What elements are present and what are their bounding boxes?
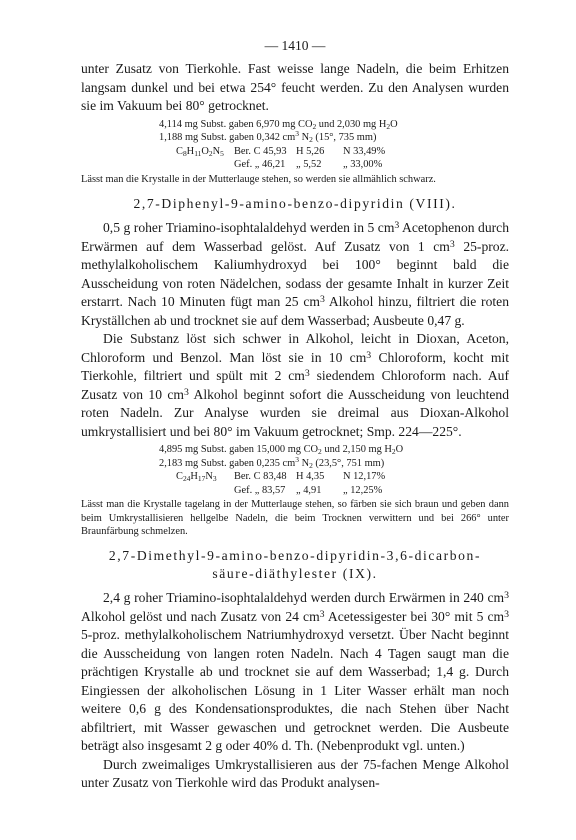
analysis-line: 1,188 mg Subst. gaben 0,342 $cm^3$ $N_2$ (15°, 735 mm) xyxy=(159,129,377,145)
paragraph-2: 0,5 g roher Triamino-isophtalaldehyd werden in 5 $cm^3$ Acetophenon durch Erwärmen auf dem Wasserbad gelöst. Auf Zusatz von 1 $cm^3$ 25-proz. methylalkoholischem Kaliumhydroxyd bei 100° beginnt bald die Ausscheidung von roten Nädelchen, sodass der gesamte Inhalt in kurzer Zeit erstarrt. Nach 10 Minuten fügt man 25 $cm^3$ Alkohol hinzu, filtriert die roten Kryställchen ab und trocknet sie auf dem Wasserbad; Ausbeute 0,47 g. xyxy=(81,220,510,328)
section-heading-ix xyxy=(81,547,509,583)
section-heading-ix-line2: säure-diäthylester (IX). xyxy=(212,566,378,582)
page xyxy=(81,38,509,793)
analysis-block-2 xyxy=(81,443,509,497)
analysis-line: 2,183 mg Subst. gaben 0,235 $cm^3$ $N_2$ (23,5°, 751 mm) xyxy=(159,454,385,470)
found-row: Gef. „ 83,57 „ 4,91 „ 12,25% xyxy=(234,484,383,496)
formula-calculated-row: $C_{24}H_{17}N_3$ Ber. C 83,48 H 4,35 N 12,17% xyxy=(176,471,386,484)
note-1: Lässt man die Krystalle in der Mutterlauge stehen, so werden sie allmählich schwarz. xyxy=(81,173,436,185)
molecular-formula: $C_{24}H_{17}N_3$ xyxy=(176,471,217,484)
page-number: — 1410 — xyxy=(264,38,326,53)
formula-calculated-row: $C_8H_{11}O_2N_5$ Ber. C 45,93 H 5,26 N 33,49% xyxy=(176,145,386,158)
molecular-formula: $C_8H_{11}O_2N_5$ xyxy=(176,145,224,158)
analysis-line: 4,114 mg Subst. gaben 6,970 mg $CO_2$ und 2,030 mg $H_2O$ xyxy=(159,118,398,131)
section-heading-ix-line1: 2,7-Dimethyl-9-amino-benzo-dipyridin-3,6-dicarbon- xyxy=(108,548,482,564)
note-2: Lässt man die Krystalle tagelang in der Mutterlauge stehen, so färben sie sich braun und geben dann beim Umkrystallisieren hellgelbe Nadeln, die beim Trocknen verwittern und bei 266° unter Braunfärbung schmelzen. xyxy=(81,499,509,537)
paragraph-3: Die Substanz löst sich schwer in Alkohol, leicht in Dioxan, Aceton, Chloroform und Benzol. Man löst sie in 10 $cm^3$ Chloroform, kocht mit Tierkohle, filtriert und spült mit 2 $cm^3$ siedendem Chloroform nach. Auf Zusatz von 10 $cm^3$ Alkohol beginnt sofort die Ausscheidung von leuchtend roten Nadeln. Zur Analyse wurden sie dreimal aus Dioxan-Alkohol umkrystallisiert und bei 80° im Vakuum getrocknet; Smp. 224—225°. xyxy=(81,331,509,439)
section-heading-viii: 2,7-Diphenyl-9-amino-benzo-dipyridin (VIII). xyxy=(133,196,457,212)
paragraph-1: unter Zusatz von Tierkohle. Fast weisse lange Nadeln, die beim Erhitzen langsam dunkel und bei etwa 254° feucht werden. Zu den Analysen wurden sie im Vakuum bei 80° getrocknet. xyxy=(81,61,509,113)
analysis-block-1 xyxy=(81,118,509,172)
found-row: Gef. „ 46,21 „ 5,52 „ 33,00% xyxy=(234,159,383,171)
analysis-line: 4,895 mg Subst. gaben 15,000 mg $CO_2$ und 2,150 mg $H_2O$ xyxy=(159,444,404,457)
paragraph-5: Durch zweimaliges Umkrystallisieren aus der 75-fachen Menge Alkohol unter Zusatz von Tierkohle wird das Produkt analysen- xyxy=(81,756,509,791)
paragraph-4: 2,4 g roher Triamino-isophtalaldehyd werden durch Erwärmen in 240 $cm^3$ Alkohol gelöst und nach Zusatz von 24 $cm^3$ Acetessigester bei 30° mit 5 $cm^3$ 5-proz. methylalkoholischem Natriumhydroxyd versetzt. Über Nacht beginnt die Ausscheidung von langen roten Nadeln. Nach 4 Tagen saugt man die prächtigen Krystalle ab und trocknet sie auf dem Wasserbad; 1,4 g. Durch Eingiessen der alkoholischen Lösung in 1 Liter Wasser erhält man noch weitere 0,6 g des Kondensationsproduktes, die nach Stehen über Nacht abfiltriert, mit Wasser gewaschen und getrocknet werden. Die Ausbeute beträgt also insgesamt 2 g oder 40% d. Th. (Nebenprodukt vgl. unten.) xyxy=(81,590,509,754)
